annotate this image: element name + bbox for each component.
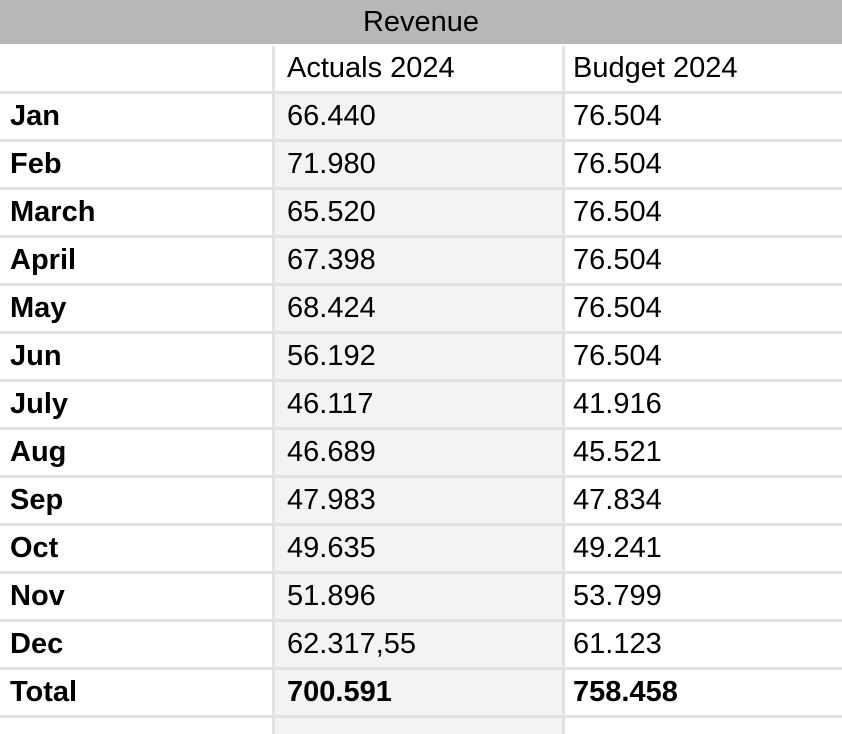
actuals-value-cell[interactable]: 65.520	[275, 190, 565, 235]
table-row-nov	[0, 574, 842, 622]
table-row-april	[0, 238, 842, 286]
budget-value-cell[interactable]: 53.799	[573, 580, 662, 612]
row-label-cell[interactable]: Jan	[0, 94, 275, 139]
corner-cell[interactable]	[0, 46, 275, 91]
actuals-value-cell[interactable]: 66.440	[275, 94, 565, 139]
row-label-cell[interactable]: July	[0, 382, 275, 427]
table-row-oct	[0, 526, 842, 574]
budget-value-cell[interactable]: 758.458	[573, 676, 678, 708]
table-row-may	[0, 286, 842, 334]
row-label-cell[interactable]: Total	[0, 670, 275, 715]
budget-value-cell[interactable]: 61.123	[573, 628, 662, 660]
table-row-aug	[0, 430, 842, 478]
row-label-cell[interactable]: Dec	[0, 622, 275, 667]
table-title-cell[interactable]: Revenue	[0, 0, 842, 44]
actuals-value-cell[interactable]: 47.983	[275, 478, 565, 523]
budget-value-cell[interactable]: 76.504	[573, 100, 662, 132]
table-row-march	[0, 190, 842, 238]
actuals-value-cell[interactable]: 46.689	[275, 430, 565, 475]
table-body	[0, 94, 842, 718]
column-header-budget[interactable]: Budget 2024	[573, 52, 738, 84]
empty-partial-row	[0, 718, 842, 734]
budget-value-cell[interactable]: 49.241	[573, 532, 662, 564]
budget-value-cell[interactable]: 45.521	[573, 436, 662, 468]
row-label-cell[interactable]: Aug	[0, 430, 275, 475]
budget-value-cell[interactable]: 41.916	[573, 388, 662, 420]
actuals-value-cell[interactable]: 71.980	[275, 142, 565, 187]
budget-value-cell[interactable]: 76.504	[573, 148, 662, 180]
actuals-value-cell[interactable]: 68.424	[275, 286, 565, 331]
actuals-value-cell[interactable]: 51.896	[275, 574, 565, 619]
row-label-cell[interactable]: April	[0, 238, 275, 283]
budget-value-cell[interactable]: 47.834	[573, 484, 662, 516]
actuals-value-cell[interactable]: 67.398	[275, 238, 565, 283]
row-label-cell[interactable]: Jun	[0, 334, 275, 379]
table-row-dec	[0, 622, 842, 670]
budget-value-cell[interactable]: 76.504	[573, 244, 662, 276]
actuals-value-cell[interactable]: 700.591	[275, 670, 565, 715]
empty-cell[interactable]	[275, 718, 565, 734]
budget-value-cell[interactable]: 76.504	[573, 292, 662, 324]
actuals-value-cell[interactable]: 49.635	[275, 526, 565, 571]
empty-cell[interactable]	[565, 718, 842, 734]
table-row-july	[0, 382, 842, 430]
table-row-total	[0, 670, 842, 718]
column-header-row	[0, 46, 842, 94]
empty-cell[interactable]	[0, 718, 275, 734]
row-label-cell[interactable]: Sep	[0, 478, 275, 523]
table-row-sep	[0, 478, 842, 526]
actuals-value-cell[interactable]: 62.317,55	[275, 622, 565, 667]
row-label-cell[interactable]: Nov	[0, 574, 275, 619]
actuals-value-cell[interactable]: 56.192	[275, 334, 565, 379]
budget-value-cell[interactable]: 76.504	[573, 196, 662, 228]
table-row-jun	[0, 334, 842, 382]
actuals-value-cell[interactable]: 46.117	[275, 382, 565, 427]
row-label-cell[interactable]: Feb	[0, 142, 275, 187]
budget-value-cell[interactable]: 76.504	[573, 340, 662, 372]
row-label-cell[interactable]: March	[0, 190, 275, 235]
column-header-actuals[interactable]: Actuals 2024	[275, 46, 565, 91]
table-row-feb	[0, 142, 842, 190]
row-label-cell[interactable]: May	[0, 286, 275, 331]
table-row-jan	[0, 94, 842, 142]
row-label-cell[interactable]: Oct	[0, 526, 275, 571]
